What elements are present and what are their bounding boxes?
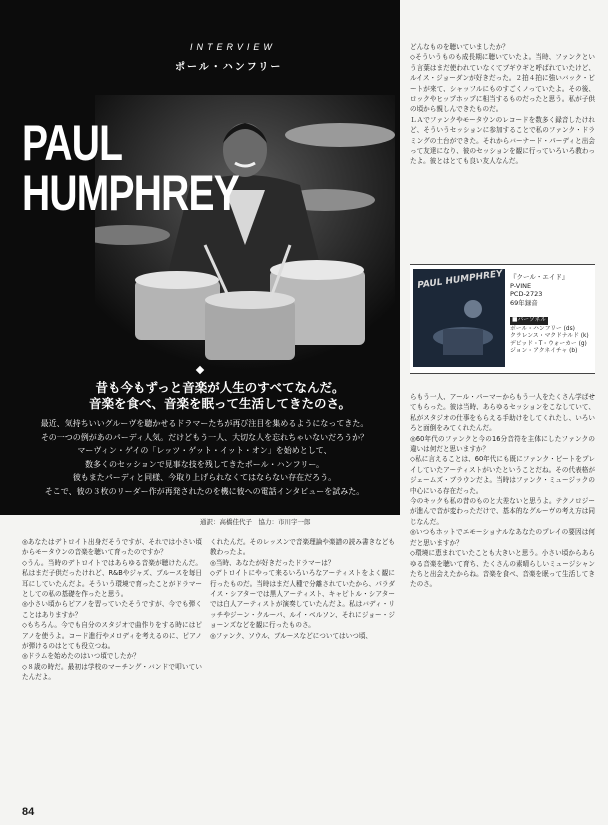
album-cover-image: [413, 269, 505, 367]
section-kicker: INTERVIEW: [190, 42, 276, 52]
article-column-3-bottom: らもう一人、アール・パーマーからもう一人をたくさん学ばせてもらった。彼は当時、あらゆるセッションをこなしていて、私がスタジオの仕事をもらえる手助けをしてくれたし、いろいろと面倒をみてくれたんだ。 ◎60年代のファンクと今の16分音符を主体にしたファンクの違いは何だと思いますか？ ◇私に言えることは、60年代にも既にファンク・ビートをプレイしていたアーティストがいたということだね。その代表格がジェームズ・ブラウンだよ。当時はファンク・ミュージックの中心にいる存在だった。 今のキックも私の昔のものと大差ないと思うよ。テクノロジーが進んで音が変わっただけで、基本的なグルーヴの考え方は同じなんだ。 ◎いつもホットでエモーショナルなあなたのプレイの要因は何だと思いますか？ ◇環境に恵まれていたことも大きいと思う。小さい頃からあらゆる音楽を聴いて育ち、たくさんの素晴らしいミュージシャンたちと出会えたからね。音楽を食べ、音楽を眠って生活してきたのさ。: [410, 393, 595, 589]
interviewee-name-katakana: ポール・ハンフリー: [175, 62, 283, 73]
interviewee-name: PAUL HUMPHREY: [22, 115, 239, 221]
album-cover-title: PAUL HUMPHREY: [416, 269, 504, 291]
article-column-2: くれたんだ。そのレッスンで音楽理論や楽譜の読み書きなども教わったよ。 ◎当時、あなたが好きだったドラマーは？ ◇デトロイトにやって来るいろいろなアーティストをよく観に行ったものだ。当時はまだ人種で分離されていたから、パラダイス・シアターでは黒人アーティスト、キャピトル・シアターでは白人アーティストが演奏していたんだよ。私はバディ・リッチやジーン・クルーパ、ルイ・ベルソン、それにジョー・ジョーンズなどを観に行ったものさ。 ◎ファンク、ソウル、ブルースなどについてはいつ頃、: [210, 538, 395, 640]
feature-header-panel: [0, 0, 400, 515]
album-details: 『クール・エイド』 P-VINE PCD-2723 69年録音: [510, 273, 569, 307]
album-personnel: ■パーソネル ポール・ハンフリー (ds) クラレンス・マクドナルド (k) デビッド・T・ウォーカー (g) ジョン・アクネイチャ (b): [510, 317, 589, 354]
article-column-1: ◎あなたはデトロイト出身だそうですが、それでは小さい頃からモータウンの音楽を聴いて育ったのですか？ ◇うん。当時のデトロイトではあらゆる音楽が聴けたんだ。私はまだ子供だったけれど、R&Bやジャズ、ブルースを毎日耳にしていたんだよ。そういう環境で育ったことがドラマーとしての私の基礎を作ったと思う。 ◎小さい頃からピアノを習っていたそうですが、今でも弾くことはありますか？ ◇もちろん。今でも自分のスタジオで曲作りをする時にはピアノを使うよ。コード進行やメロディを考えるのに、ピアノが弾けるのはとても役立つね。 ◎ドラムを始めたのはいつ頃でしたか？ ◇８歳の時だ。最初は学校のマーチング・バンドで叩いていたんだよ。: [22, 538, 202, 682]
page-number: 84: [22, 806, 35, 818]
translator-credit: 通訳：高橋佳代子 協力：市川宇一郎: [200, 518, 311, 526]
album-info-box: [410, 264, 595, 374]
article-column-3-top: どんなものを聴いていましたか？ ◇そういうものも成長期に聴いていたよ。当時、ファンクという言葉はまだ使われていなくてブギウギと呼ばれていたけど、ルイス・ジョーダンが好きだった。２拍４拍に強いバック・ビートが来て、シャッフルにものすごくノっていたよ。その後、ロックやヒップホップに相当するものだったと思う。私が子供の頃から親しんできたものだ。 ＬＡでファンクやモータウンのレコードを数多く録音したけれど、そういうセッションに参加することで私のファンク・ドラミングの土台ができた。それからバーナード・パーディと出会って友達になり、彼のセッションを観に行っていろいろ教わったよ。彼とはとても良い友人なんだ。: [410, 43, 595, 166]
feature-headline: 昔も今もずっと音楽が人生のすべてなんだ。 音楽を食べ、音楽を眠って生活してきたのさ。: [88, 380, 351, 411]
feature-lede: 最近、気持ちいいグルーヴを聴かせるドラマーたちが再び注目を集めるようになってきた。 その一つの例があのパーディ人気。だけどもう一人、大切な人を忘れちゃいないだろうか？ マーヴィン・ゲイの「レッツ・ゲット・イット・オン」を始めとして、 数多くのセッションで見事な技を残してきたポール・ハンフリー。 彼もまたパーディと同様、今取り上げられなくてはならない存在だろう。 そこで、彼の３枚のリーダー作が再発されたのを機に彼への電話インタビューを試みた。: [40, 419, 369, 496]
